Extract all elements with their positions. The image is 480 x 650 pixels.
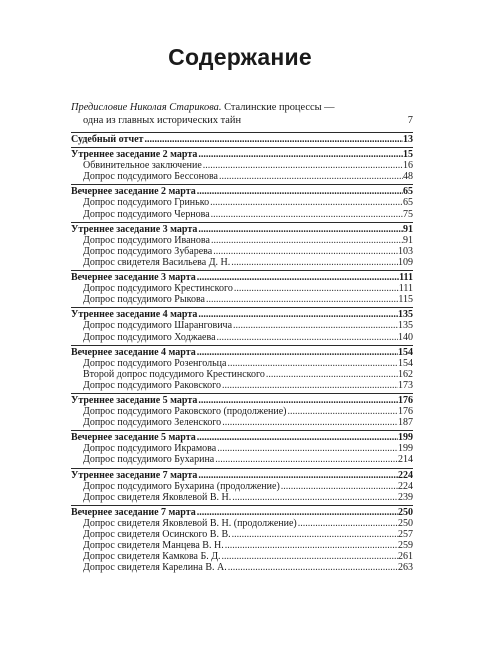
table-of-contents: [71, 102, 413, 573]
toc-entry[interactable]: [71, 235, 413, 246]
toc-section-heading-page: 250: [398, 506, 413, 518]
toc-entry-title: Допрос подсудимого Раковского (продолжение): [83, 406, 287, 418]
toc-entry-page: 239: [398, 491, 413, 503]
toc-section-heading[interactable]: [71, 395, 413, 406]
toc-entry-page: 91: [403, 234, 413, 246]
dot-leader: [287, 406, 399, 417]
preface-entry[interactable]: [71, 102, 413, 127]
toc-entry-page: 135: [398, 320, 413, 332]
dot-leader: [233, 283, 399, 294]
dot-leader: [226, 358, 398, 369]
toc-section-heading-page: 91: [403, 223, 413, 235]
toc-entry-title: Обвинительное заключение: [83, 160, 202, 172]
dot-leader: [196, 347, 398, 358]
dot-leader: [205, 294, 398, 305]
toc-section: [71, 393, 413, 428]
toc-entry-title: Допрос подсудимого Розенгольца: [83, 357, 227, 369]
dot-leader: [231, 492, 398, 503]
toc-entry[interactable]: [71, 454, 413, 465]
dot-leader: [227, 562, 398, 573]
dot-leader: [197, 224, 403, 235]
dot-leader: [218, 171, 403, 182]
toc-entry-title: Допрос подсудимого Зеленского: [83, 417, 222, 429]
dot-leader: [197, 395, 398, 406]
dot-leader: [209, 197, 403, 208]
toc-entry[interactable]: [71, 283, 413, 294]
toc-entry-title: Допрос свидетеля Васильева Д. Н.: [83, 256, 231, 268]
dot-leader: [221, 551, 398, 562]
toc-section-heading-title: Вечернее заседание 3 марта: [71, 272, 196, 284]
dot-leader: [214, 454, 398, 465]
toc-entry-page: 103: [398, 245, 413, 257]
toc-section-heading-page: 199: [398, 432, 413, 444]
toc-entry-page: 75: [403, 208, 413, 220]
toc-entry-page: 111: [398, 283, 413, 295]
toc-entry[interactable]: [71, 369, 413, 380]
toc-entry[interactable]: [71, 481, 413, 492]
toc-section: [71, 430, 413, 465]
toc-section-heading-title: Вечернее заседание 5 марта: [71, 432, 196, 444]
toc-entry-page: 263: [398, 562, 413, 574]
dot-leader: [216, 443, 398, 454]
toc-entry-page: 140: [398, 331, 413, 343]
toc-entry-title: Допрос подсудимого Чернова: [83, 208, 210, 220]
toc-entry-page: 187: [398, 417, 413, 429]
toc-section: [71, 505, 413, 574]
toc-section-heading-title: Утреннее заседание 2 марта: [71, 149, 198, 161]
preface-title-line1: Сталинские процессы —: [224, 102, 335, 113]
toc-section-heading-page: 176: [398, 394, 413, 406]
toc-entry[interactable]: [71, 332, 413, 343]
toc-entry-title: Допрос подсудимого Икрамова: [83, 443, 217, 455]
dot-leader: [196, 272, 399, 283]
toc-section-heading[interactable]: [71, 149, 413, 160]
toc-section-heading-page: 65: [403, 186, 413, 198]
toc-entry[interactable]: [71, 358, 413, 369]
toc-entry-page: 65: [403, 197, 413, 209]
toc-entry[interactable]: [71, 257, 413, 268]
toc-entry-title: Допрос подсудимого Бухарина (продолжение): [83, 480, 280, 492]
toc-entry[interactable]: [71, 320, 413, 331]
dot-leader: [221, 380, 398, 391]
toc-section-heading-title: Утреннее заседание 3 марта: [71, 223, 198, 235]
toc-section: [71, 468, 413, 503]
dot-leader: [280, 481, 398, 492]
dot-leader: [230, 257, 398, 268]
dot-leader: [224, 540, 398, 551]
toc-entry[interactable]: [71, 540, 413, 551]
dot-leader: [221, 417, 398, 428]
dot-leader: [216, 332, 398, 343]
toc-section: [71, 147, 413, 182]
toc-section-heading-page: 135: [398, 309, 413, 321]
toc-entry-title: Допрос свидетеля Яковлевой В. Н.: [83, 491, 232, 503]
toc-section: [71, 307, 413, 342]
toc-section-heading[interactable]: [71, 347, 413, 358]
toc-section-heading-page: 154: [398, 346, 413, 358]
dot-leader: [197, 149, 403, 160]
dot-leader: [196, 186, 403, 197]
toc-entry-title: Допрос подсудимого Раковского: [83, 379, 221, 391]
dot-leader: [231, 529, 398, 540]
toc-section-heading-title: Утреннее заседание 7 марта: [71, 469, 198, 481]
dot-leader: [197, 470, 398, 481]
toc-entry-title: Допрос подсудимого Бухарина: [83, 454, 215, 466]
toc-entry-title: Второй допрос подсудимого Крестинского: [83, 368, 265, 380]
toc-section-heading[interactable]: [71, 224, 413, 235]
toc-entry[interactable]: [71, 197, 413, 208]
toc-entry-page: 214: [398, 454, 413, 466]
toc-entry-title: Допрос подсудимого Ходжаева: [83, 331, 216, 343]
toc-entry-title: Допрос свидетеля Камкова Б. Д.: [83, 551, 221, 563]
toc-section-heading[interactable]: [71, 186, 413, 197]
toc-entry[interactable]: [71, 562, 413, 573]
toc-section-heading[interactable]: [71, 432, 413, 443]
toc-entry-page: 261: [398, 551, 413, 563]
dot-leader: [143, 134, 403, 145]
toc-entry[interactable]: [71, 518, 413, 529]
toc-entry[interactable]: [71, 294, 413, 305]
toc-entry-page: 259: [398, 540, 413, 552]
page-title: Содержание: [168, 44, 312, 70]
dot-leader: [210, 235, 403, 246]
dot-leader: [202, 160, 403, 171]
dot-leader: [232, 320, 398, 331]
toc-entry-title: Допрос свидетеля Яковлевой В. Н. (продолжение): [83, 517, 297, 529]
toc-entry-page: 199: [398, 443, 413, 455]
dot-leader: [265, 369, 398, 380]
toc-entry-title: Допрос свидетеля Манцева В. Н.: [83, 540, 224, 552]
toc-entry-page: 48: [403, 171, 413, 183]
toc-entry-page: 162: [398, 368, 413, 380]
toc-entry-title: Допрос подсудимого Бессонова: [83, 171, 218, 183]
toc-entry-title: Допрос подсудимого Иванова: [83, 234, 210, 246]
dot-leader: [197, 309, 398, 320]
preface-page: 7: [407, 114, 413, 126]
toc-section-heading-page: 13: [403, 134, 413, 145]
toc-section-heading[interactable]: [71, 309, 413, 320]
toc-entry[interactable]: [71, 160, 413, 171]
toc-section-heading-title: Утреннее заседание 5 марта: [71, 394, 198, 406]
toc-entry-title: Допрос свидетеля Карелина В. А.: [83, 562, 227, 574]
toc-entry-page: 115: [398, 294, 413, 306]
toc-entry-page: 250: [398, 517, 413, 529]
toc-entry-page: 16: [403, 160, 413, 172]
toc-section-heading-title: Вечернее заседание 7 марта: [71, 506, 196, 518]
toc-entry-page: 109: [398, 256, 413, 268]
toc-entry[interactable]: [71, 529, 413, 540]
toc-section: [71, 184, 413, 219]
dot-leader: [297, 518, 398, 529]
toc-section-heading[interactable]: [71, 134, 413, 145]
toc-entry[interactable]: [71, 417, 413, 428]
dot-leader: [196, 507, 398, 518]
toc-section-heading-title: Судебный отчет: [71, 134, 144, 145]
toc-section: [71, 222, 413, 268]
toc-entry[interactable]: [71, 171, 413, 182]
toc-entry[interactable]: [71, 246, 413, 257]
toc-section-heading-page: 111: [399, 272, 413, 284]
toc-entry-page: 176: [398, 406, 413, 418]
toc-entry-title: Допрос подсудимого Гринько: [83, 197, 210, 209]
preface-title-line2: одна из главных исторических тайн: [83, 114, 242, 126]
toc-entry[interactable]: [71, 380, 413, 391]
toc-entry[interactable]: [71, 406, 413, 417]
toc-section: [71, 270, 413, 305]
dot-leader: [210, 209, 403, 220]
toc-section-heading[interactable]: [71, 470, 413, 481]
toc-entry-title: Допрос подсудимого Зубарева: [83, 245, 213, 257]
toc-entry-title: Допрос подсудимого Рыкова: [83, 294, 205, 306]
dot-leader: [212, 246, 398, 257]
preface-author: Предисловие Николая Старикова.: [71, 102, 222, 113]
toc-entry-title: Допрос подсудимого Крестинского: [83, 283, 233, 295]
toc-section-heading-title: Утреннее заседание 4 марта: [71, 309, 198, 321]
toc-section-heading-title: Вечернее заседание 4 марта: [71, 346, 196, 358]
toc-entry-page: 257: [398, 529, 413, 540]
toc-section-heading[interactable]: [71, 272, 413, 283]
toc-entry-page: 224: [398, 480, 413, 492]
toc-entry-page: 154: [398, 357, 413, 369]
toc-entry[interactable]: [71, 492, 413, 503]
toc-entry[interactable]: [71, 551, 413, 562]
toc-entry[interactable]: [71, 443, 413, 454]
toc-entry-title: Допрос свидетеля Осинского В. В.: [83, 529, 231, 540]
toc-entry[interactable]: [71, 209, 413, 220]
dot-leader: [196, 432, 398, 443]
toc-section-heading-title: Вечернее заседание 2 марта: [71, 186, 196, 198]
toc-entry-title: Допрос подсудимого Шаранговича: [83, 320, 233, 332]
toc-section-heading-page: 224: [398, 469, 413, 481]
toc-section-heading[interactable]: [71, 507, 413, 518]
toc-entry-page: 173: [398, 379, 413, 391]
toc-section-heading-page: 15: [403, 149, 413, 161]
toc-section: [71, 345, 413, 391]
toc-section: [71, 132, 413, 145]
